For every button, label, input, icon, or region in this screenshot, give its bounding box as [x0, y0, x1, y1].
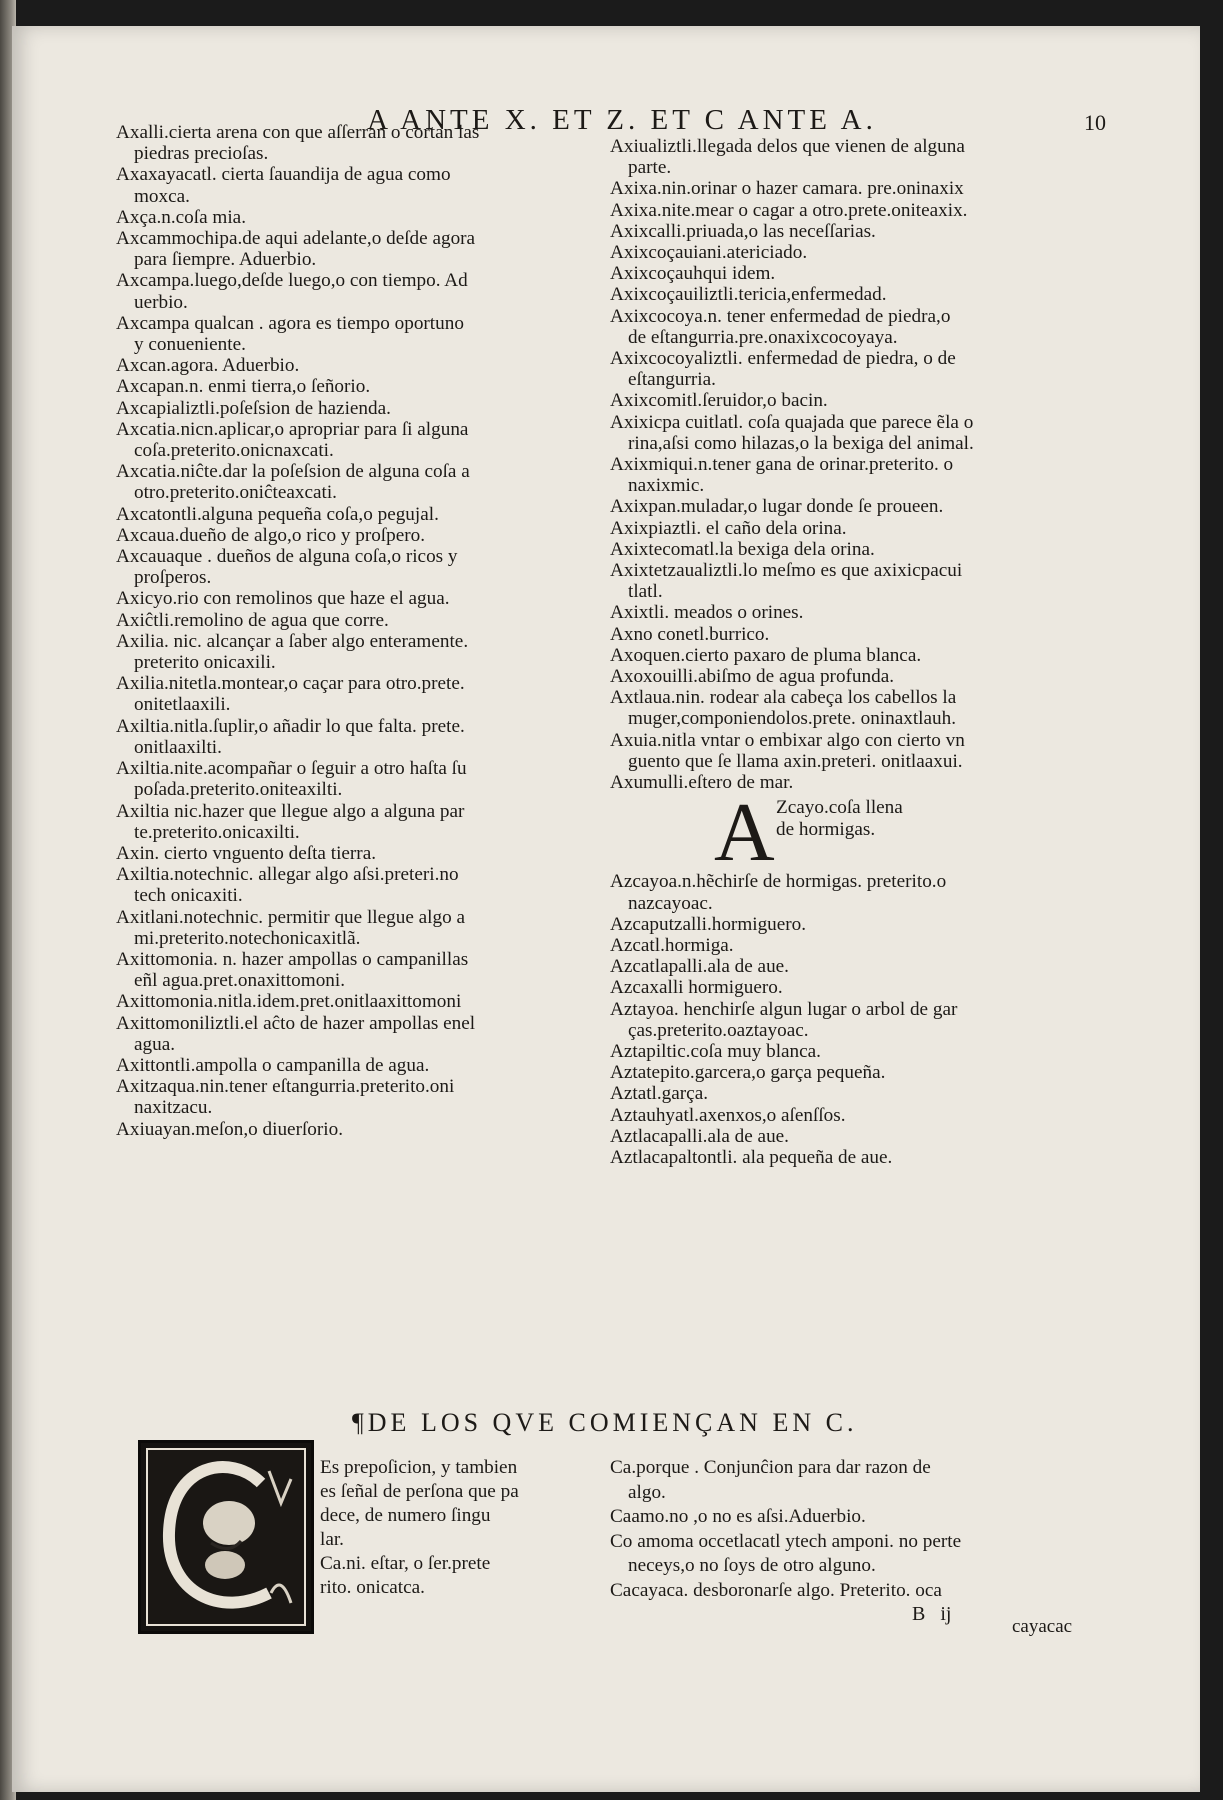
dictionary-entry [610, 999, 1090, 1041]
entry-headline: Axixicpa cuitlatl. coſa quajada que parece ẽla o [610, 411, 974, 433]
right-column [610, 136, 1090, 1168]
entry-continuation: para ſiempre. Aduerbio. [134, 249, 317, 271]
entry-continuation: onitlaaxilti. [134, 736, 222, 758]
entry-continuation: tech onicaxiti. [134, 885, 243, 907]
dictionary-entry [610, 178, 1090, 199]
dictionary-entry [610, 977, 1090, 998]
dictionary-entry [116, 949, 592, 991]
dictionary-entry [116, 758, 592, 800]
entry-headline: Co amoma occetlacatl ytech amponi. no perte [610, 1530, 962, 1552]
dictionary-entry [610, 518, 1090, 539]
text-line: es ſeñal de perſona que pa [320, 1481, 519, 1502]
dictionary-entry [610, 1126, 1090, 1147]
entry-headline: Axixcoçauiliztli.tericia,enfermedad. [610, 284, 887, 306]
entry-headline: Axumulli.eſtero de mar. [610, 772, 794, 794]
entry-headline: Axiuayan.meſon,o diuerſorio. [116, 1118, 343, 1140]
entry-headline: Axcampa qualcan . agora es tiempo oportuno [116, 312, 464, 334]
entry-headline: Axixmiqui.n.tener gana de orinar.preterito. o [610, 454, 954, 476]
entry-headline: Axcatia.niĉte.dar la poſeſsion de alguna coſa a [116, 461, 470, 483]
dictionary-entry [116, 1076, 592, 1118]
entry-continuation: poſada.preterito.oniteaxilti. [134, 779, 343, 801]
entry-headline: Axicyo.rio con remolinos que haze el agua. [116, 588, 450, 610]
entry-headline: Axcan.agora. Aduerbio. [116, 355, 300, 377]
dropcap-line: Zcayo.coſa llena [776, 797, 903, 819]
folio-number: 10 [1084, 110, 1106, 135]
dictionary-entry [610, 645, 1090, 666]
entry-headline: Caamo.no ,o no es aſsi.Aduerbio. [610, 1506, 866, 1527]
entry-headline: Ca.porque . Conjunĉion para dar razon de [610, 1457, 931, 1478]
entry-headline: Axça.n.coſa mia. [116, 206, 246, 228]
running-head: A ANTE X. ET Z. ET C ANTE A. [367, 104, 877, 136]
entry-continuation: ças.preterito.oaztayoac. [628, 1019, 809, 1041]
entry-continuation: muger,componiendolos.prete. oninaxtlauh. [628, 708, 957, 730]
dictionary-entry [610, 539, 1090, 560]
entry-continuation: neceys,o no ſoys de otro alguno. [628, 1555, 876, 1576]
entry-headline: Axcapializtli.poſeſsion de hazienda. [116, 397, 391, 419]
dictionary-entry [116, 716, 592, 758]
dictionary-entry [116, 991, 592, 1012]
dictionary-entry [116, 376, 592, 397]
entry-headline: Axoxouilli.abiſmo de agua profunda. [610, 666, 895, 688]
entry-headline: Axcaua.dueño de algo,o rico y proſpero. [116, 524, 426, 546]
entry-headline: Axuia.nitla vntar o embixar algo con cierto vn [610, 729, 965, 751]
dictionary-entry [610, 263, 1090, 284]
entry-continuation: y conueniente. [134, 334, 246, 356]
entry-headline: Aztatl.garça. [610, 1083, 709, 1105]
dictionary-entry [610, 284, 1090, 305]
dictionary-entry [610, 956, 1090, 977]
entry-headline: Axaxayacatl. cierta ſauandija de agua como [116, 164, 451, 186]
dictionary-entry [116, 270, 592, 312]
entry-headline: Axno conetl.burrico. [610, 623, 770, 645]
entry-continuation: te.preterito.onicaxilti. [134, 821, 300, 843]
entry-continuation: eſtangurria. [628, 369, 716, 391]
dictionary-entry [116, 419, 592, 461]
entry-headline: Axiĉtli.remolino de agua que corre. [116, 609, 389, 631]
entry-continuation: nazcayoac. [628, 892, 713, 914]
entry-headline: Axixcoçauiani.atericiado. [610, 242, 808, 264]
entry-continuation: naxitzacu. [134, 1097, 213, 1119]
dictionary-entry [116, 122, 592, 164]
entry-headline: Axixpan.muladar,o lugar donde ſe proueen. [610, 496, 944, 518]
entry-headline: Axcapan.n. enmi tierra,o ſeñorio. [116, 376, 371, 398]
dictionary-entry [116, 228, 592, 270]
dictionary-entry [610, 730, 1090, 772]
entry-headline: Axcauaque . dueños de alguna coſa,o ricos y [116, 546, 458, 568]
entry-continuation: eñl agua.pret.onaxittomoni. [134, 970, 346, 992]
entry-continuation: algo. [628, 1481, 666, 1503]
entry-headline: Axilia. nic. alcançar a ſaber algo enteramente. [116, 630, 469, 652]
entry-headline: Axitzaqua.nin.tener eſtangurria.preterito.oni [116, 1076, 455, 1098]
dictionary-entry [610, 1041, 1090, 1062]
dictionary-entry [116, 164, 592, 206]
dictionary-entry [610, 1062, 1090, 1083]
text-line: Ca.ni. eſtar, o ſer.prete [320, 1553, 491, 1574]
entry-continuation: guento que ſe llama axin.preteri. onitlaaxui. [628, 750, 963, 772]
dictionary-entry [610, 496, 1090, 517]
dictionary-entry [610, 666, 1090, 687]
dictionary-entry [610, 348, 1090, 390]
entry-continuation: proſperos. [134, 567, 212, 589]
entry-headline: Axixtecomatl.la bexiga dela orina. [610, 538, 875, 560]
dictionary-entry [610, 1505, 1086, 1530]
dictionary-entry [610, 1579, 1086, 1604]
dictionary-entry [610, 602, 1090, 623]
entry-headline: Axcammochipa.de aqui adelante,o deſde agora [116, 228, 476, 250]
dictionary-entry [116, 1119, 592, 1140]
text-line: rito. onicatca. [320, 1577, 425, 1598]
dictionary-entry [116, 207, 592, 228]
bottom-right-column [610, 1456, 1086, 1603]
dictionary-entry [610, 454, 1090, 496]
dictionary-entry [610, 935, 1090, 956]
entry-headline: Axiualiztli.llegada delos que vienen de alguna [610, 136, 965, 157]
dictionary-entry [610, 1456, 1086, 1505]
entry-continuation: onitetlaaxili. [134, 694, 231, 716]
entry-headline: Axixtli. meados o orines. [610, 602, 804, 624]
dictionary-entry [116, 1055, 592, 1076]
entry-headline: Axittontli.ampolla o campanilla de agua. [116, 1054, 430, 1076]
text-line: dece, de numero ſingu [320, 1505, 491, 1526]
entry-continuation: tlatl. [628, 581, 663, 603]
entry-headline: Axcatia.nicn.aplicar,o apropriar para ſi alguna [116, 418, 469, 440]
book-page [12, 26, 1200, 1792]
entry-continuation: agua. [134, 1033, 176, 1055]
dictionary-entry [610, 306, 1090, 348]
entry-continuation: rina,aſsi como hilazas,o la bexiga del animal. [628, 432, 974, 454]
dictionary-entry [116, 525, 592, 546]
entry-headline: Axixa.nin.orinar o hazer camara. pre.oninaxix [610, 178, 964, 200]
entry-headline: Aztauhyatl.axenxos,o aſenſſos. [610, 1104, 846, 1126]
dictionary-entry [610, 687, 1090, 729]
dropcap-letter: A [714, 786, 775, 880]
entry-headline: Axittomonia.nitla.idem.pret.onitlaaxittomoni [116, 991, 462, 1013]
text-line: Es prepoſicion, y tambien [320, 1457, 518, 1478]
dictionary-entry [116, 398, 592, 419]
left-column [116, 122, 592, 1140]
entry-headline: Axoquen.cierto paxaro de pluma blanca. [610, 644, 922, 666]
entry-headline: Axixa.nite.mear o cagar a otro.prete.oniteaxix. [610, 199, 968, 221]
dictionary-entry [610, 624, 1090, 645]
entry-continuation: mi.preterito.notechonicaxitlã. [134, 927, 361, 949]
dictionary-entry [610, 390, 1090, 411]
bottom-left-text [320, 1456, 592, 1600]
entry-headline: Axixpiaztli. el caño dela orina. [610, 517, 847, 539]
entry-headline: Axittomonia. n. hazer ampollas o campanillas [116, 948, 469, 970]
dictionary-entry [116, 843, 592, 864]
entry-continuation: preterito onicaxili. [134, 652, 276, 674]
dropcap-entry [610, 786, 1090, 880]
section-heading: ¶DE LOS QVE COMIENÇAN EN C. [352, 1408, 858, 1437]
dictionary-entry [116, 610, 592, 631]
dictionary-entry [610, 221, 1090, 242]
dictionary-entry [116, 546, 592, 588]
entry-headline: Aztlacapalli.ala de aue. [610, 1125, 789, 1147]
entry-headline: Azcatlapalli.ala de aue. [610, 956, 789, 978]
entry-headline: Azcatl.hormiga. [610, 934, 734, 956]
dictionary-entry [610, 412, 1090, 454]
entry-headline: Axixcalli.priuada,o las neceſſarias. [610, 220, 876, 242]
entry-headline: Axtlaua.nin. rodear ala cabeça los cabellos la [610, 687, 957, 709]
entry-headline: Axixcomitl.ſeruidor,o bacin. [610, 390, 828, 412]
dictionary-entry [116, 864, 592, 906]
entry-headline: Axiltia.notechnic. allegar algo aſsi.preteri.no [116, 864, 459, 886]
dictionary-entry [116, 504, 592, 525]
dictionary-entry [116, 801, 592, 843]
entry-headline: Axixcoçauhqui idem. [610, 263, 776, 285]
entry-continuation: de eſtangurria.pre.onaxixcocoyaya. [628, 326, 898, 348]
entry-headline: Axiltia nic.hazer que llegue algo a alguna par [116, 800, 465, 822]
entry-headline: Axin. cierto vnguento deſta tierra. [116, 842, 377, 864]
woodcut-initial-c-image [138, 1440, 314, 1634]
entry-headline: Azcaxalli hormiguero. [610, 977, 783, 999]
entry-headline: Axixcocoyaliztli. enfermedad de piedra, o de [610, 348, 956, 370]
dictionary-entry [116, 673, 592, 715]
entry-headline: Axitlani.notechnic. permitir que llegue algo a [116, 906, 465, 928]
entry-headline: Axalli.cierta arena con que aſſerran o cortan las [116, 122, 480, 143]
entry-headline: Axiltia.nitla.ſuplir,o añadir lo que falta. prete. [116, 715, 465, 737]
entry-headline: Axiltia.nite.acompañar o ſeguir a otro haſta ſu [116, 758, 467, 780]
dictionary-entry [610, 1147, 1090, 1168]
entry-continuation: coſa.preterito.onicnaxcati. [134, 440, 334, 462]
dictionary-entry [116, 907, 592, 949]
dictionary-entry [610, 1530, 1086, 1579]
entry-headline: Aztlacapaltontli. ala pequeña de aue. [610, 1146, 893, 1168]
entry-continuation: piedras precioſas. [134, 143, 269, 165]
entry-headline: Axixtetzaualiztli.lo meſmo es que axixicpacui [610, 560, 963, 582]
entry-continuation: parte. [628, 157, 672, 179]
entry-continuation: naxixmic. [628, 475, 705, 497]
dictionary-entry [610, 772, 1090, 793]
entry-headline: Axixcocoya.n. tener enfermedad de piedra,o [610, 305, 951, 327]
dictionary-entry [116, 631, 592, 673]
dictionary-entry [610, 136, 1090, 178]
dictionary-entry [116, 1013, 592, 1055]
signature-mark: B ij [912, 1603, 952, 1625]
dictionary-entry [116, 461, 592, 503]
dictionary-entry [610, 200, 1090, 221]
dictionary-entry [116, 313, 592, 355]
dictionary-entry [610, 242, 1090, 263]
entry-headline: Axilia.nitetla.montear,o caçar para otro.prete. [116, 673, 465, 695]
entry-headline: Aztapiltic.coſa muy blanca. [610, 1040, 821, 1062]
entry-headline: Aztatepito.garcera,o garça pequeña. [610, 1062, 886, 1084]
entry-headline: Azcayoa.n.hẽchirſe de hormigas. preterito.o [610, 871, 947, 893]
text-line: lar. [320, 1529, 344, 1550]
entry-headline: Aztayoa. henchirſe algun lugar o arbol de gar [610, 998, 958, 1020]
dictionary-entry [610, 560, 1090, 602]
dictionary-entry [116, 355, 592, 376]
dictionary-entry [610, 1105, 1090, 1126]
entry-headline: Axittomoniliztli.el aĉto de hazer ampollas enel [116, 1012, 476, 1034]
dropcap-line: de hormigas. [776, 818, 876, 840]
entry-continuation: otro.preterito.oniĉteaxcati. [134, 482, 337, 504]
entry-continuation: uerbio. [134, 291, 188, 313]
entry-headline: Axcatontli.alguna pequeña coſa,o pegujal. [116, 503, 439, 525]
catchword: cayacac [1012, 1616, 1073, 1637]
dictionary-entry [610, 871, 1090, 913]
entry-headline: Azcaputzalli.hormiguero. [610, 913, 807, 935]
entry-headline: Axcampa.luego,deſde luego,o con tiempo. Ad [116, 270, 468, 292]
entry-headline: Cacayaca. desboronarſe algo. Preterito. oca [610, 1579, 942, 1601]
entry-continuation: moxca. [134, 185, 190, 207]
dictionary-entry [116, 588, 592, 609]
dictionary-entry [610, 914, 1090, 935]
dictionary-entry [610, 1083, 1090, 1104]
